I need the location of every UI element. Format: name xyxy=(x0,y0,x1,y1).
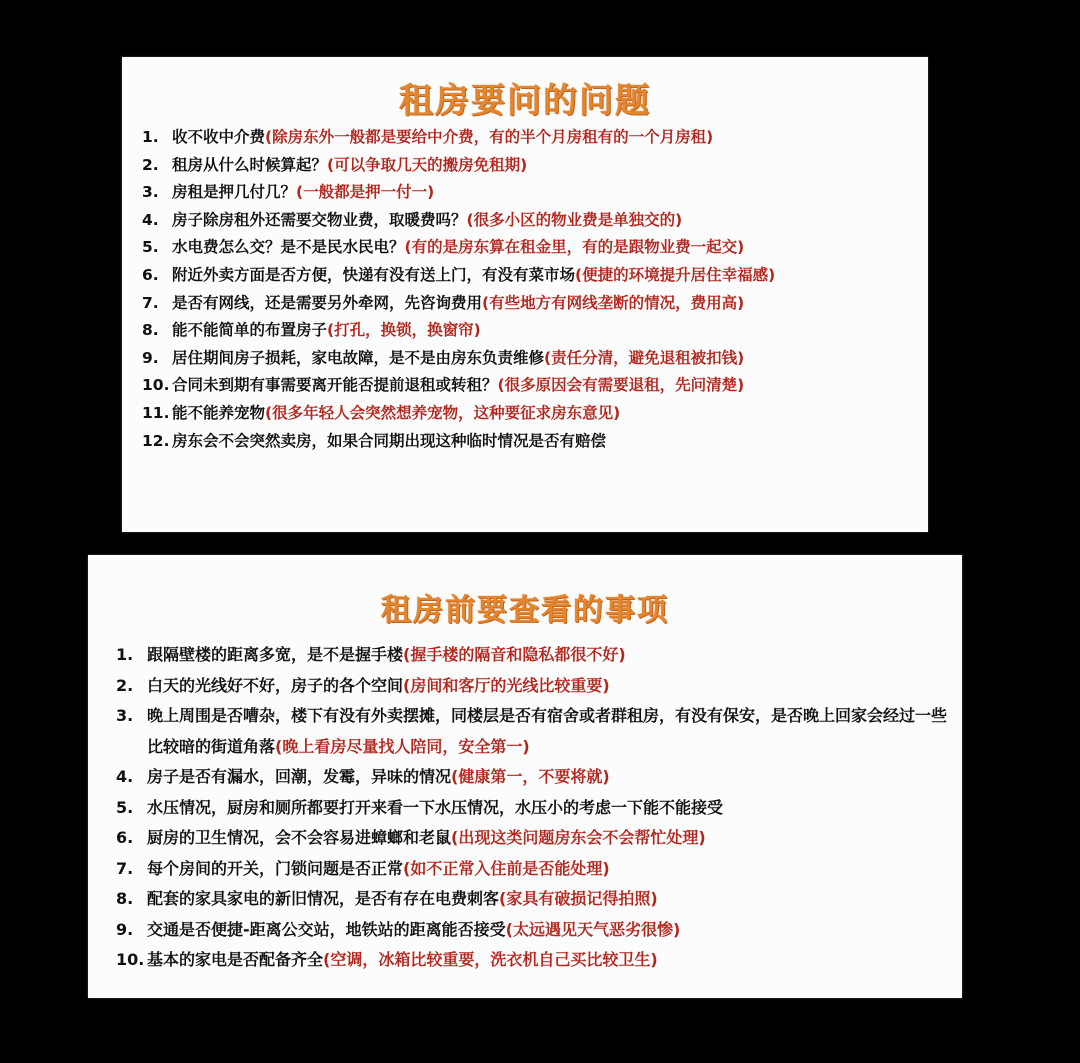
item-note: (空调，冰箱比较重要，洗衣机自己买比较卫生) xyxy=(323,950,658,969)
list-item xyxy=(116,823,956,854)
list-item xyxy=(116,671,956,702)
list-item xyxy=(142,400,922,428)
list-item xyxy=(142,152,922,180)
item-note: (责任分清，避免退租被扣钱) xyxy=(544,348,745,367)
item-number: 5. xyxy=(142,238,159,257)
item-text: 水电费怎么交？是不是民水民电？ xyxy=(172,238,405,257)
item-note: (家具有破损记得拍照) xyxy=(499,889,658,908)
item-note: (如不正常入住前是否能处理) xyxy=(403,858,610,878)
item-note: (很多小区的物业费是单独交的) xyxy=(466,210,683,229)
list-item xyxy=(142,179,922,207)
item-text: 基本的家电是否配备齐全 xyxy=(147,950,324,969)
item-note: (可以争取几天的搬房免租期) xyxy=(327,155,528,174)
list-item xyxy=(142,290,922,318)
item-text: 是否有网线，还是需要另外牵网，先咨询费用 xyxy=(172,293,483,312)
list-item xyxy=(116,854,956,885)
item-number: 2. xyxy=(116,675,134,695)
item-number: 5. xyxy=(116,797,134,817)
item-text: 房租是押几付几？ xyxy=(172,183,297,202)
list-item xyxy=(116,945,956,976)
item-number: 11. xyxy=(142,403,170,422)
item-number: 12. xyxy=(142,431,170,450)
questions-list xyxy=(142,124,922,455)
list-item xyxy=(116,701,956,762)
item-number: 2. xyxy=(142,155,159,174)
checklist-title: 租房前要查看的事项 xyxy=(381,593,669,628)
item-text: 厨房的卫生情况，会不会容易进蟑螂和老鼠 xyxy=(147,828,452,847)
item-number: 10. xyxy=(116,950,145,969)
list-item xyxy=(116,762,956,793)
item-number: 7. xyxy=(116,858,134,878)
item-note: (一般都是押一付一) xyxy=(296,183,435,202)
item-number: 3. xyxy=(142,183,159,202)
item-text: 居住期间房子损耗，家电故障，是不是由房东负责维修 xyxy=(172,348,545,367)
item-number: 6. xyxy=(116,828,134,847)
item-note: (除房东外一般都是要给中介费，有的半个月房租有的一个月房租) xyxy=(265,128,714,146)
list-item xyxy=(142,262,922,290)
list-item xyxy=(116,884,956,915)
list-item xyxy=(142,317,922,345)
item-note: (打孔，换锁，换窗帘) xyxy=(327,321,481,340)
item-text: 晚上周围是否嘈杂，楼下有没有外卖摆摊，同楼层是否有宿舍或者群租房，有没有保安，是否晚上回家会经过一些比较暗的街道角落 xyxy=(147,706,948,756)
questions-title: 租房要问的问题 xyxy=(399,81,651,121)
item-note: (房间和客厅的光线比较重要) xyxy=(403,675,610,695)
list-item xyxy=(142,234,922,262)
list-item xyxy=(142,428,922,456)
list-item xyxy=(142,345,922,373)
checklist-list xyxy=(116,640,956,976)
item-text: 附近外卖方面是否方便，快递有没有送上门，有没有菜市场 xyxy=(172,265,576,284)
item-text: 跟隔壁楼的距离多宽，是不是握手楼 xyxy=(147,645,404,664)
item-note: (有的是房东算在租金里，有的是跟物业费一起交) xyxy=(404,238,745,257)
item-text: 能不能养宠物 xyxy=(172,403,266,422)
rental-questions-card xyxy=(122,57,928,532)
item-text: 白天的光线好不好，房子的各个空间 xyxy=(147,675,404,695)
list-item xyxy=(142,372,922,400)
list-item xyxy=(142,124,922,152)
item-text: 交通是否便捷-距离公交站，地铁站的距离能否接受 xyxy=(147,919,506,939)
pre-rental-checklist-card xyxy=(88,555,962,998)
item-number: 3. xyxy=(116,706,134,725)
item-note: (健康第一，不要将就) xyxy=(451,767,610,786)
item-number: 6. xyxy=(142,265,159,284)
list-item xyxy=(142,207,922,235)
item-number: 4. xyxy=(116,767,134,786)
item-note: (太远遇见天气恶劣很惨) xyxy=(505,919,681,939)
item-note: (很多原因会有需要退租，先问清楚) xyxy=(497,376,745,395)
item-text: 每个房间的开关，门锁问题是否正常 xyxy=(147,858,404,878)
item-text: 能不能简单的布置房子 xyxy=(172,321,328,340)
item-number: 10. xyxy=(142,376,170,395)
item-text: 水压情况，厨房和厕所都要打开来看一下水压情况，水压小的考虑一下能不能接受 xyxy=(147,797,724,817)
item-number: 9. xyxy=(142,348,159,367)
item-text: 房东会不会突然卖房，如果合同期出现这种临时情况是否有赔偿 xyxy=(172,431,607,450)
item-note: (有些地方有网线垄断的情况，费用高) xyxy=(482,293,745,312)
item-number: 8. xyxy=(142,321,159,340)
list-item xyxy=(116,640,956,671)
item-note: (握手楼的隔音和隐私都很不好) xyxy=(403,645,626,664)
list-item xyxy=(116,915,956,946)
item-number: 1. xyxy=(116,645,134,664)
item-number: 7. xyxy=(142,293,159,312)
item-number: 1. xyxy=(142,128,159,146)
item-text: 配套的家具家电的新旧情况，是否有存在电费刺客 xyxy=(147,889,500,908)
item-note: (晚上看房尽量找人陪同，安全第一) xyxy=(275,736,530,756)
item-number: 4. xyxy=(142,210,159,229)
item-text: 合同未到期有事需要离开能否提前退租或转租？ xyxy=(172,376,498,395)
item-note: (便捷的环境提升居住幸福感) xyxy=(575,265,776,284)
item-number: 9. xyxy=(116,919,134,939)
list-item xyxy=(116,793,956,824)
item-note: (很多年轻人会突然想养宠物，这种要征求房东意见) xyxy=(265,403,621,422)
item-number: 8. xyxy=(116,889,134,908)
item-text: 房子是否有漏水，回潮，发霉，异味的情况 xyxy=(147,767,452,786)
item-text: 房子除房租外还需要交物业费，取暖费吗？ xyxy=(172,210,467,229)
item-text: 租房从什么时候算起？ xyxy=(172,155,328,174)
item-text: 收不收中介费 xyxy=(172,128,266,146)
item-note: (出现这类问题房东会不会帮忙处理) xyxy=(451,828,706,847)
